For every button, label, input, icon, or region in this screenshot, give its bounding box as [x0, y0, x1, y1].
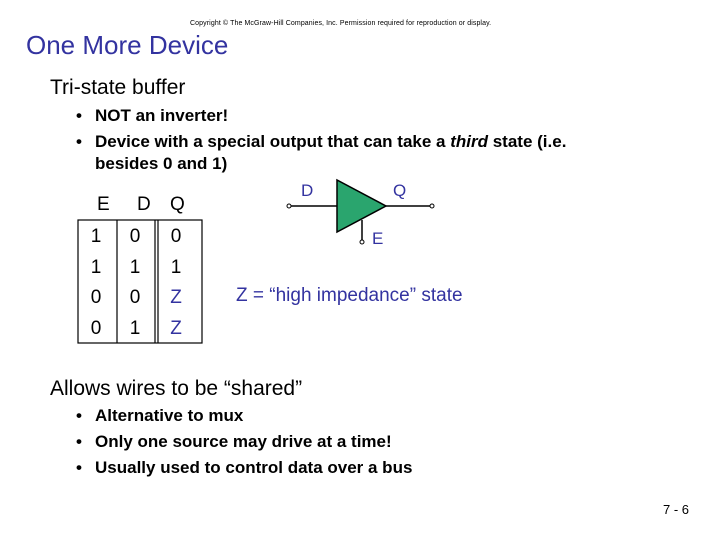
bullet-text: Usually used to control data over a bus	[95, 458, 413, 477]
table-header-q: Q	[170, 194, 185, 215]
signal-label-e: E	[372, 229, 384, 248]
bullet-glyph: •	[76, 132, 82, 151]
input-terminal	[287, 204, 291, 208]
table-cell: 1	[170, 257, 182, 278]
table-cell-z: Z	[170, 318, 182, 339]
high-impedance-note: Z = “high impedance” state	[236, 285, 463, 306]
table-cell: 1	[129, 257, 141, 278]
bullet-alternative-mux	[76, 406, 244, 426]
section-heading-tristate: Tri-state buffer	[50, 76, 186, 99]
table-cell: 1	[90, 257, 102, 278]
bullet-glyph: •	[76, 106, 82, 125]
enable-terminal	[360, 240, 364, 244]
table-cell: 1	[129, 318, 141, 339]
table-cell: 0	[129, 287, 141, 308]
slide-title: One More Device	[26, 30, 229, 60]
bullet-glyph: •	[76, 406, 82, 425]
table-cell: 0	[170, 226, 182, 247]
page-number: 7 - 6	[663, 502, 690, 517]
bullet-text: Only one source may drive at a time!	[95, 432, 392, 451]
bullet-text-part1: Device with a special output that can take a	[95, 132, 451, 151]
bullet-text-emphasis: third	[450, 132, 488, 151]
bullet-glyph: •	[76, 432, 82, 451]
signal-label-q: Q	[393, 181, 407, 200]
bullet-text-part2: state (i.e.	[488, 132, 567, 151]
table-cell: 0	[90, 318, 102, 339]
bullet-glyph: •	[76, 458, 82, 477]
bullet-control-bus	[76, 458, 413, 478]
output-terminal	[430, 204, 434, 208]
table-cell: 0	[90, 287, 102, 308]
section-heading-shared: Allows wires to be “shared”	[50, 377, 303, 400]
bullet-special-output-line2: besides 0 and 1)	[95, 154, 228, 173]
table-cell: 0	[129, 226, 141, 247]
table-cell: 1	[90, 226, 102, 247]
signal-label-d: D	[301, 181, 314, 200]
table-header-d: D	[137, 194, 151, 215]
copyright-notice: Copyright © The McGraw-Hill Companies, Inc. Permission required for reproduction or display.	[190, 20, 492, 27]
bullet-text: NOT an inverter!	[95, 106, 229, 125]
table-header-e: E	[97, 194, 110, 215]
bullet-text: Alternative to mux	[95, 406, 244, 425]
bullet-one-source	[76, 432, 392, 452]
table-cell-z: Z	[170, 287, 182, 308]
